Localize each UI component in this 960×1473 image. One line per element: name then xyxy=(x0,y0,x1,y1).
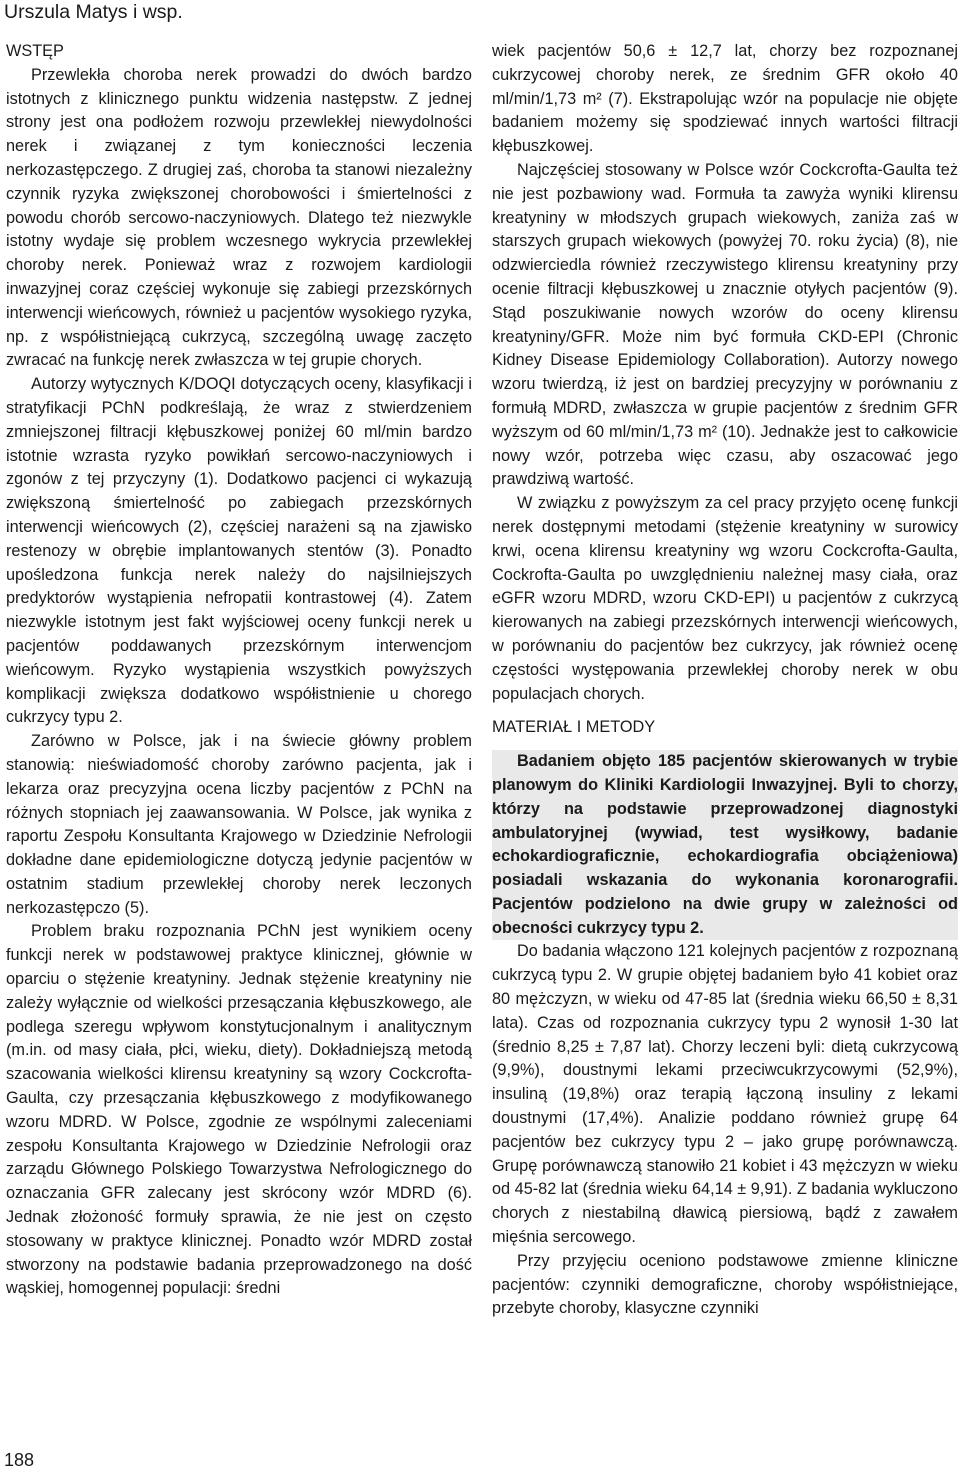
paragraph: Problem braku rozpoznania PChN jest wynikiem oceny funkcji nerek w podstawowej praktyce klinicznej, głównie w oparciu o stężenie kreatyniny. Jednak stężenie kreatyniny nie zależy wyłącznie od wielkości przesączania kłębuszkowego, ale podlega szeregu wpływom konstytucjonalnym i analitycznym (m.in. od masy ciała, płci, wieku, diety). Dokładniejszą metodą szacowania wielkości klirensu kreatyniny są wzory Cockcrofta-Gaulta, czy przesączania kłębuszkowego z modyfikowanego wzoru MDRD. W Polsce, zgodnie ze wspólnymi zaleceniami zespołu Konsultanta Krajowego w Dziedzinie Nefrologii oraz zarządu Głównego Polskiego Towarzystwa Nefrologicznego do oznaczania GFR zalecany jest skrócony wzór MDRD (6). Jednak złożoność formuły sprawia, że nie jest on często stosowany w praktyce klinicznej. Ponadto wzór MDRD został stworzony na podstawie badania przeprowadzonego na dość wąskiej, homogennej populacji: średni xyxy=(6,922,472,1298)
section-heading-wstep: WSTĘP xyxy=(6,42,64,60)
paragraph: Do badania włączono 121 kolejnych pacjentów z rozpoznaną cukrzycą typu 2. W grupie objętej badaniem było 41 kobiet oraz 80 mężczyzn, w wieku od 47-85 lat (średnia wieku 66,50 ± 8,31 lata). Czas od rozpoznania cukrzycy typu 2 wynosił 1-30 lat (średnio 8,25 ± 7,87 lat). Chorzy leczeni byli: dietą cukrzycową (9,9%), doustnymi lekami przeciwcukrzycowymi (52,9%), insuliną (19,8%) oraz terapią łączoną insuliny z lekami doustnymi (17,4%). Analizie poddano również grupę 64 pacjentów bez cukrzycy typu 2 – jako grupę porównawczą. Grupę porównawczą stanowiło 21 kobiet i 43 mężczyzn w wieku od 45-82 lat (średnia wieku 64,14 ± 9,91). Z badania wykluczono chorych z niestabilną dławicą piersiową, bądź z zawałem mięśnia sercowego. xyxy=(492,942,958,1247)
highlighted-paragraph: Badaniem objęto 185 pacjentów skierowanych w trybie planowym do Kliniki Kardiologii Inwazyjnej. Byli to chorzy, którzy na podstawie przeprowadzonej diagnostyki ambulatoryjnej (wywiad, test wysiłkowy, badanie echokardiograficznie, echokardiografia obciążeniowa) posiadali wskazania do wykonania koronarografii. Pacjentów podzielono na dwie grupy w zależności od obecności cukrzycy typu 2. xyxy=(492,750,958,940)
paragraph: Zarówno w Polsce, jak i na świecie główny problem stanowią: nieświadomość choroby zarówno pacjenta, jak i lekarza oraz precyzyjna ocena liczby pacjentów z PChN na różnych stopniach jej zaawansowania. W Polsce, jak wynika z raportu Zespołu Konsultanta Krajowego w Dziedzinie Nefrologii dokładne dane epidemiologiczne dotyczą jedynie pacjentów w ostatnim stadium przewlekłej choroby nerek leczonych nerkozastępczo (5). xyxy=(6,732,472,917)
running-header: Urszula Matys i wsp. xyxy=(4,1,183,23)
paragraph: W związku z powyższym za cel pracy przyjęto ocenę funkcji nerek dostępnymi metodami (stężenie kreatyniny w surowicy krwi, ocena klirensu kreatyniny wg wzoru Cockcrofta-Gaulta, Cockrofta-Gaulta po uwzględnieniu należnej masy ciała, oraz eGFR wzoru MDRD, wzoru CKD-EPI) u pacjentów z cukrzycą kierowanych na zabiegi przezskórnych interwencji wieńcowych, w porównaniu do pacjentów bez cukrzycy, jak również ocenę częstości występowania przewlekłej choroby nerek w obu populacjach chorych. xyxy=(492,494,958,703)
section-heading-material-i-metody: MATERIAŁ I METODY xyxy=(492,718,656,737)
paragraph: Przy przyjęciu oceniono podstawowe zmienne kliniczne pacjentów: czynniki demograficzne, choroby współistniejące, przebyte choroby, klasyczne czynniki xyxy=(492,1251,958,1318)
paragraph: wiek pacjentów 50,6 ± 12,7 lat, chorzy bez rozpoznanej cukrzycowej choroby nerek, ze średnim GFR około 40 ml/min/1,73 m² (7). Ekstrapolując wzór na populacje nie objęte badaniem możemy się spodziewać innych wartości filtracji kłębuszkowej. xyxy=(492,42,958,156)
right-column xyxy=(492,40,958,1321)
paragraph: Przewlekła choroba nerek prowadzi do dwóch bardzo istotnych z klinicznego punktu widzenia następstw. Z jednej strony jest ona podłożem rozwoju przewlekłej niewydolności nerek i związanej z tym konieczności leczenia nerkozastępczego. Z drugiej zaś, choroba ta stanowi niezależny czynnik ryzyka zwiększonej chorobowości i śmiertelności z powodu chorób sercowo-naczyniowych. Dlatego też niezwykle istotny wydaje się problem wczesnego wykrycia przewlekłej choroby nerek. Ponieważ wraz z rozwojem kardiologii inwazyjnej coraz częściej wykonuje się zabiegi przezskórnych interwencji wieńcowych, również u pacjentów wysokiego ryzyka, np. z współistniejącą cukrzycą, szczególną uwagę zaczęto zwracać na funkcję nerek zwłaszcza w tej grupie chorych. xyxy=(6,65,472,370)
page-number: 188 xyxy=(4,1450,35,1470)
left-column xyxy=(6,40,472,1301)
paragraph: Autorzy wytycznych K/DOQI dotyczących oceny, klasyfikacji i stratyfikacji PChN podkreślają, że wraz z stwierdzeniem zmniejszonej filtracji kłębuszkowej poniżej 60 ml/min bardzo istotnie wzrasta ryzyko powikłań sercowo-naczyniowych i zgonów z tej przyczyny (1). Dodatkowo pacjenci ci wykazują zwiększoną śmiertelność po zabiegach przezskórnych interwencji wieńcowych (2), częściej narażeni są na zjawisko restenozy w obrębie implantowanych stentów (3). Ponadto upośledzona funkcja nerek należy do najsilniejszych predyktorów wystąpienia nefropatii kontrastowej (4). Zatem niezwykle istotnym jest fakt wyjściowej oceny funkcji nerek u pacjentów poddawanych przezskórnym interwencjom wieńcowym. Ryzyko wystąpienia wszystkich powyższych komplikacji zwiększa dodatkowo współistnienie u chorego cukrzycy typu 2. xyxy=(6,375,472,727)
paragraph: Najczęściej stosowany w Polsce wzór Cockcrofta-Gaulta też nie jest pozbawiony wad. Formuła ta zawyża wyniki klirensu kreatyniny w młodszych grupach wiekowych, zaniża zaś w starszych grupach wiekowych (powyżej 70. roku życia) (8), nie odzwierciedla również rzeczywistego klirensu kreatyniny przy ocenie filtracji kłębuszkowej u znacznie otyłych pacjentów (9). Stąd poszukiwanie nowych wzorów do oceny klirensu kreatyniny/GFR. Może nim być formuła CKD-EPI (Chronic Kidney Disease Epidemiology Collaboration). Autorzy nowego wzoru twierdzą, iż jest on bardziej precyzyjny w porównaniu z formułą MDRD, zwłaszcza w grupie pacjentów z średnim GFR wyższym od 60 ml/min/1,73 m² (10). Jednakże jest to całkowicie nowy wzór, potrzeba więc czasu, aby oszacować jego prawdziwą wartość. xyxy=(492,160,958,489)
